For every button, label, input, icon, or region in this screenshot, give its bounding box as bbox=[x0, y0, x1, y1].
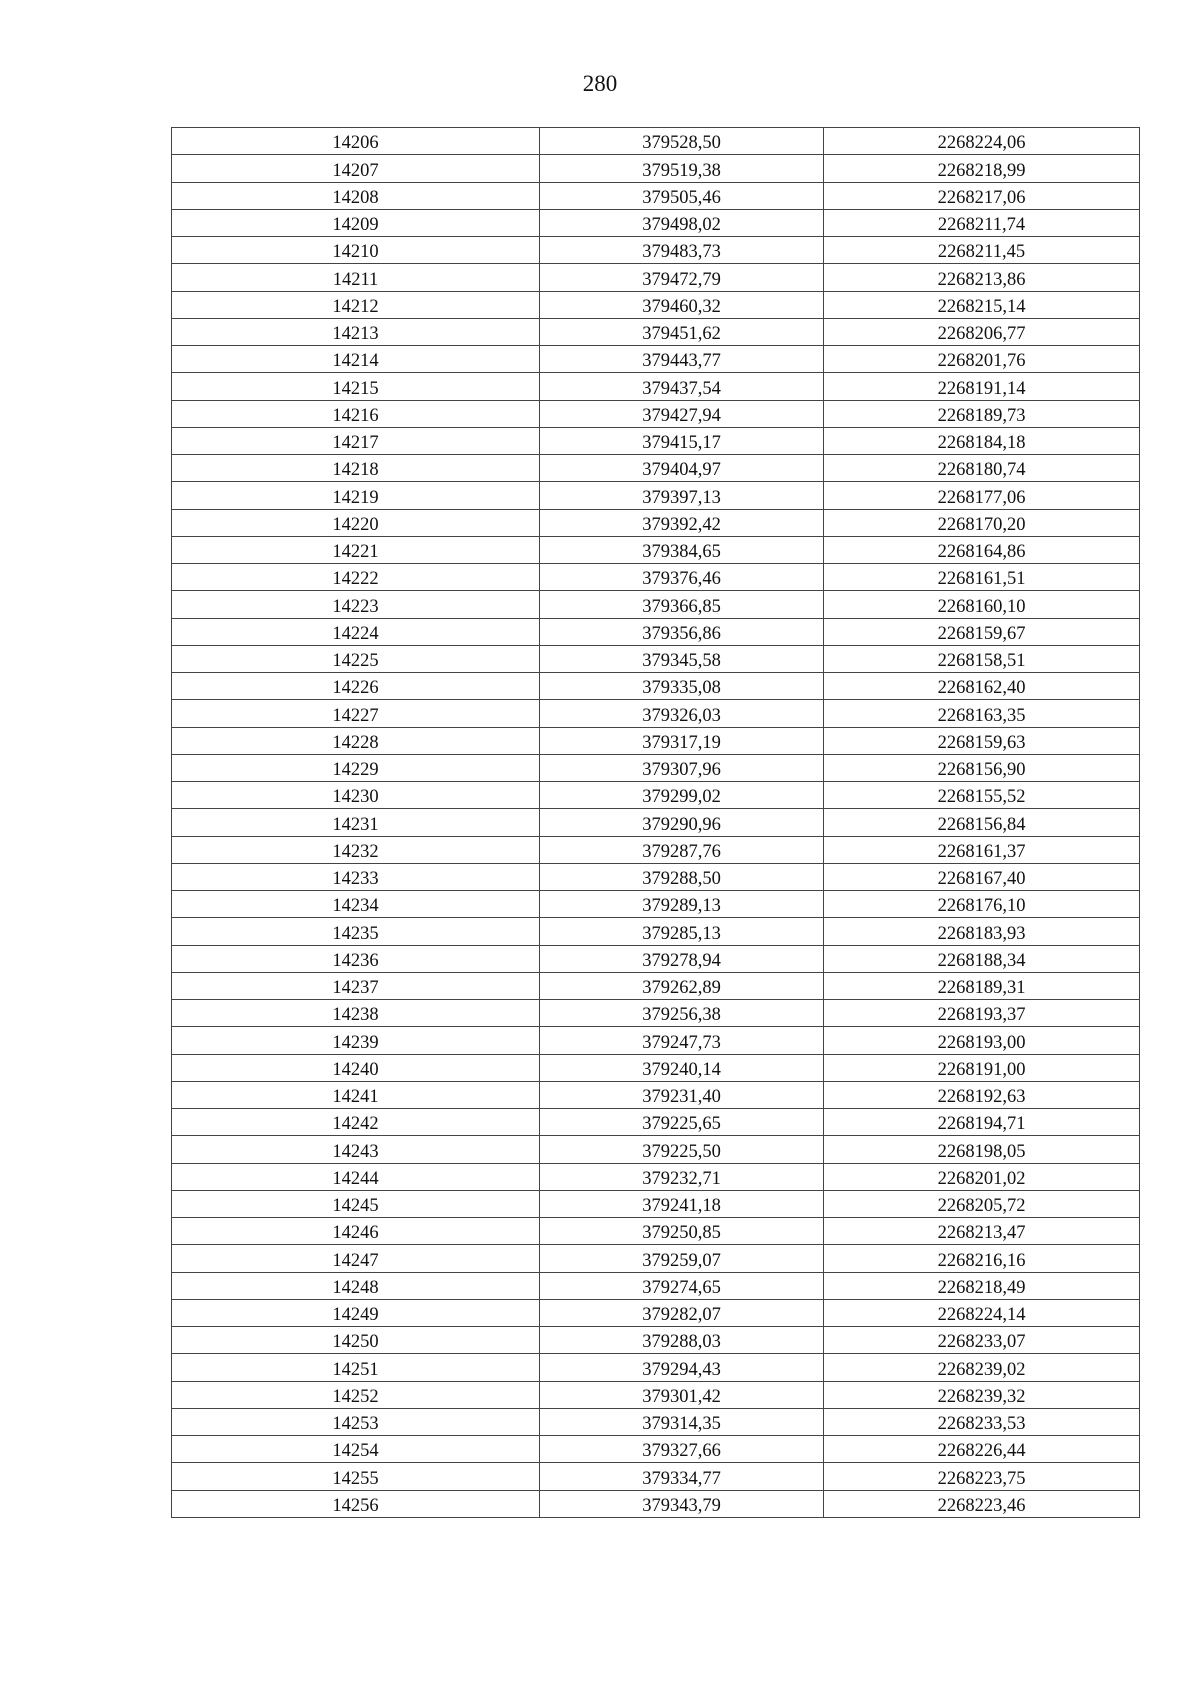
point-number-cell: 14248 bbox=[172, 1272, 540, 1299]
y-coordinate-cell: 2268211,45 bbox=[824, 237, 1140, 264]
table-row bbox=[172, 1381, 1140, 1408]
point-number-cell: 14255 bbox=[172, 1463, 540, 1490]
x-coordinate-cell: 379278,94 bbox=[540, 945, 824, 972]
point-number-cell: 14256 bbox=[172, 1490, 540, 1517]
x-coordinate-cell: 379326,03 bbox=[540, 700, 824, 727]
y-coordinate-cell: 2268213,86 bbox=[824, 264, 1140, 291]
x-coordinate-cell: 379427,94 bbox=[540, 400, 824, 427]
table-row bbox=[172, 455, 1140, 482]
x-coordinate-cell: 379259,07 bbox=[540, 1245, 824, 1272]
x-coordinate-cell: 379299,02 bbox=[540, 782, 824, 809]
x-coordinate-cell: 379483,73 bbox=[540, 237, 824, 264]
y-coordinate-cell: 2268184,18 bbox=[824, 427, 1140, 454]
table-row bbox=[172, 1327, 1140, 1354]
point-number-cell: 14218 bbox=[172, 455, 540, 482]
x-coordinate-cell: 379314,35 bbox=[540, 1408, 824, 1435]
x-coordinate-cell: 379528,50 bbox=[540, 128, 824, 155]
y-coordinate-cell: 2268167,40 bbox=[824, 863, 1140, 890]
table-row bbox=[172, 1190, 1140, 1217]
point-number-cell: 14231 bbox=[172, 809, 540, 836]
x-coordinate-cell: 379289,13 bbox=[540, 891, 824, 918]
y-coordinate-cell: 2268211,74 bbox=[824, 209, 1140, 236]
table-row bbox=[172, 128, 1140, 155]
point-number-cell: 14207 bbox=[172, 155, 540, 182]
point-number-cell: 14243 bbox=[172, 1136, 540, 1163]
y-coordinate-cell: 2268188,34 bbox=[824, 945, 1140, 972]
table-row bbox=[172, 836, 1140, 863]
x-coordinate-cell: 379505,46 bbox=[540, 182, 824, 209]
table-row bbox=[172, 1245, 1140, 1272]
y-coordinate-cell: 2268191,00 bbox=[824, 1054, 1140, 1081]
point-number-cell: 14239 bbox=[172, 1027, 540, 1054]
point-number-cell: 14206 bbox=[172, 128, 540, 155]
x-coordinate-cell: 379519,38 bbox=[540, 155, 824, 182]
y-coordinate-cell: 2268189,31 bbox=[824, 972, 1140, 999]
x-coordinate-cell: 379460,32 bbox=[540, 291, 824, 318]
x-coordinate-cell: 379392,42 bbox=[540, 509, 824, 536]
point-number-cell: 14237 bbox=[172, 972, 540, 999]
x-coordinate-cell: 379225,65 bbox=[540, 1109, 824, 1136]
table-row bbox=[172, 1463, 1140, 1490]
y-coordinate-cell: 2268177,06 bbox=[824, 482, 1140, 509]
x-coordinate-cell: 379256,38 bbox=[540, 1000, 824, 1027]
y-coordinate-cell: 2268213,47 bbox=[824, 1218, 1140, 1245]
table-row bbox=[172, 863, 1140, 890]
table-row bbox=[172, 645, 1140, 672]
point-number-cell: 14212 bbox=[172, 291, 540, 318]
y-coordinate-cell: 2268158,51 bbox=[824, 645, 1140, 672]
x-coordinate-cell: 379232,71 bbox=[540, 1163, 824, 1190]
x-coordinate-cell: 379317,19 bbox=[540, 727, 824, 754]
point-number-cell: 14226 bbox=[172, 673, 540, 700]
point-number-cell: 14242 bbox=[172, 1109, 540, 1136]
table-row bbox=[172, 482, 1140, 509]
y-coordinate-cell: 2268233,07 bbox=[824, 1327, 1140, 1354]
table-row bbox=[172, 591, 1140, 618]
x-coordinate-cell: 379443,77 bbox=[540, 346, 824, 373]
y-coordinate-cell: 2268218,49 bbox=[824, 1272, 1140, 1299]
y-coordinate-cell: 2268156,84 bbox=[824, 809, 1140, 836]
point-number-cell: 14224 bbox=[172, 618, 540, 645]
y-coordinate-cell: 2268176,10 bbox=[824, 891, 1140, 918]
y-coordinate-cell: 2268193,00 bbox=[824, 1027, 1140, 1054]
x-coordinate-cell: 379384,65 bbox=[540, 536, 824, 563]
x-coordinate-cell: 379250,85 bbox=[540, 1218, 824, 1245]
y-coordinate-cell: 2268194,71 bbox=[824, 1109, 1140, 1136]
table-row bbox=[172, 209, 1140, 236]
table-row bbox=[172, 673, 1140, 700]
x-coordinate-cell: 379397,13 bbox=[540, 482, 824, 509]
point-number-cell: 14215 bbox=[172, 373, 540, 400]
x-coordinate-cell: 379285,13 bbox=[540, 918, 824, 945]
y-coordinate-cell: 2268206,77 bbox=[824, 318, 1140, 345]
y-coordinate-cell: 2268189,73 bbox=[824, 400, 1140, 427]
point-number-cell: 14240 bbox=[172, 1054, 540, 1081]
point-number-cell: 14254 bbox=[172, 1436, 540, 1463]
point-number-cell: 14249 bbox=[172, 1299, 540, 1326]
table-row bbox=[172, 891, 1140, 918]
table-row bbox=[172, 536, 1140, 563]
point-number-cell: 14222 bbox=[172, 564, 540, 591]
table-row bbox=[172, 700, 1140, 727]
table-row bbox=[172, 1027, 1140, 1054]
y-coordinate-cell: 2268193,37 bbox=[824, 1000, 1140, 1027]
table-row bbox=[172, 754, 1140, 781]
table-row bbox=[172, 972, 1140, 999]
y-coordinate-cell: 2268192,63 bbox=[824, 1081, 1140, 1108]
x-coordinate-cell: 379404,97 bbox=[540, 455, 824, 482]
table-row bbox=[172, 155, 1140, 182]
point-number-cell: 14252 bbox=[172, 1381, 540, 1408]
table-row bbox=[172, 318, 1140, 345]
table-row bbox=[172, 182, 1140, 209]
table-row bbox=[172, 945, 1140, 972]
table-row bbox=[172, 727, 1140, 754]
point-number-cell: 14208 bbox=[172, 182, 540, 209]
table-row bbox=[172, 1408, 1140, 1435]
table-row bbox=[172, 291, 1140, 318]
y-coordinate-cell: 2268164,86 bbox=[824, 536, 1140, 563]
table-row bbox=[172, 400, 1140, 427]
y-coordinate-cell: 2268191,14 bbox=[824, 373, 1140, 400]
table-row bbox=[172, 1109, 1140, 1136]
y-coordinate-cell: 2268223,75 bbox=[824, 1463, 1140, 1490]
y-coordinate-cell: 2268180,74 bbox=[824, 455, 1140, 482]
table-row bbox=[172, 1218, 1140, 1245]
coordinates-table-body bbox=[172, 128, 1140, 1518]
point-number-cell: 14220 bbox=[172, 509, 540, 536]
point-number-cell: 14216 bbox=[172, 400, 540, 427]
x-coordinate-cell: 379335,08 bbox=[540, 673, 824, 700]
x-coordinate-cell: 379225,50 bbox=[540, 1136, 824, 1163]
table-row bbox=[172, 1490, 1140, 1517]
table-row bbox=[172, 1081, 1140, 1108]
point-number-cell: 14233 bbox=[172, 863, 540, 890]
y-coordinate-cell: 2268218,99 bbox=[824, 155, 1140, 182]
point-number-cell: 14219 bbox=[172, 482, 540, 509]
point-number-cell: 14234 bbox=[172, 891, 540, 918]
table-row bbox=[172, 809, 1140, 836]
y-coordinate-cell: 2268224,06 bbox=[824, 128, 1140, 155]
y-coordinate-cell: 2268163,35 bbox=[824, 700, 1140, 727]
y-coordinate-cell: 2268160,10 bbox=[824, 591, 1140, 618]
table-row bbox=[172, 1054, 1140, 1081]
y-coordinate-cell: 2268162,40 bbox=[824, 673, 1140, 700]
x-coordinate-cell: 379498,02 bbox=[540, 209, 824, 236]
table-row bbox=[172, 1436, 1140, 1463]
point-number-cell: 14250 bbox=[172, 1327, 540, 1354]
point-number-cell: 14245 bbox=[172, 1190, 540, 1217]
point-number-cell: 14235 bbox=[172, 918, 540, 945]
point-number-cell: 14228 bbox=[172, 727, 540, 754]
x-coordinate-cell: 379472,79 bbox=[540, 264, 824, 291]
x-coordinate-cell: 379356,86 bbox=[540, 618, 824, 645]
point-number-cell: 14241 bbox=[172, 1081, 540, 1108]
y-coordinate-cell: 2268159,63 bbox=[824, 727, 1140, 754]
table-row bbox=[172, 1354, 1140, 1381]
point-number-cell: 14210 bbox=[172, 237, 540, 264]
x-coordinate-cell: 379437,54 bbox=[540, 373, 824, 400]
coordinates-table bbox=[171, 127, 1140, 1518]
y-coordinate-cell: 2268156,90 bbox=[824, 754, 1140, 781]
x-coordinate-cell: 379247,73 bbox=[540, 1027, 824, 1054]
table-row bbox=[172, 427, 1140, 454]
x-coordinate-cell: 379451,62 bbox=[540, 318, 824, 345]
x-coordinate-cell: 379231,40 bbox=[540, 1081, 824, 1108]
y-coordinate-cell: 2268216,16 bbox=[824, 1245, 1140, 1272]
table-row bbox=[172, 1136, 1140, 1163]
point-number-cell: 14236 bbox=[172, 945, 540, 972]
point-number-cell: 14246 bbox=[172, 1218, 540, 1245]
x-coordinate-cell: 379376,46 bbox=[540, 564, 824, 591]
x-coordinate-cell: 379307,96 bbox=[540, 754, 824, 781]
x-coordinate-cell: 379294,43 bbox=[540, 1354, 824, 1381]
y-coordinate-cell: 2268159,67 bbox=[824, 618, 1140, 645]
x-coordinate-cell: 379241,18 bbox=[540, 1190, 824, 1217]
y-coordinate-cell: 2268224,14 bbox=[824, 1299, 1140, 1326]
point-number-cell: 14217 bbox=[172, 427, 540, 454]
point-number-cell: 14247 bbox=[172, 1245, 540, 1272]
table-row bbox=[172, 1163, 1140, 1190]
x-coordinate-cell: 379301,42 bbox=[540, 1381, 824, 1408]
x-coordinate-cell: 379343,79 bbox=[540, 1490, 824, 1517]
x-coordinate-cell: 379240,14 bbox=[540, 1054, 824, 1081]
table-row bbox=[172, 564, 1140, 591]
point-number-cell: 14211 bbox=[172, 264, 540, 291]
y-coordinate-cell: 2268239,32 bbox=[824, 1381, 1140, 1408]
y-coordinate-cell: 2268239,02 bbox=[824, 1354, 1140, 1381]
table-row bbox=[172, 264, 1140, 291]
table-row bbox=[172, 1000, 1140, 1027]
point-number-cell: 14223 bbox=[172, 591, 540, 618]
y-coordinate-cell: 2268226,44 bbox=[824, 1436, 1140, 1463]
y-coordinate-cell: 2268183,93 bbox=[824, 918, 1140, 945]
table-row bbox=[172, 918, 1140, 945]
point-number-cell: 14225 bbox=[172, 645, 540, 672]
x-coordinate-cell: 379415,17 bbox=[540, 427, 824, 454]
y-coordinate-cell: 2268201,02 bbox=[824, 1163, 1140, 1190]
x-coordinate-cell: 379262,89 bbox=[540, 972, 824, 999]
y-coordinate-cell: 2268161,37 bbox=[824, 836, 1140, 863]
y-coordinate-cell: 2268161,51 bbox=[824, 564, 1140, 591]
x-coordinate-cell: 379274,65 bbox=[540, 1272, 824, 1299]
table-row bbox=[172, 1272, 1140, 1299]
table-row bbox=[172, 782, 1140, 809]
x-coordinate-cell: 379282,07 bbox=[540, 1299, 824, 1326]
y-coordinate-cell: 2268223,46 bbox=[824, 1490, 1140, 1517]
point-number-cell: 14253 bbox=[172, 1408, 540, 1435]
y-coordinate-cell: 2268170,20 bbox=[824, 509, 1140, 536]
y-coordinate-cell: 2268233,53 bbox=[824, 1408, 1140, 1435]
point-number-cell: 14214 bbox=[172, 346, 540, 373]
point-number-cell: 14238 bbox=[172, 1000, 540, 1027]
point-number-cell: 14229 bbox=[172, 754, 540, 781]
point-number-cell: 14251 bbox=[172, 1354, 540, 1381]
table-row bbox=[172, 618, 1140, 645]
y-coordinate-cell: 2268215,14 bbox=[824, 291, 1140, 318]
page-number: 280 bbox=[582, 71, 618, 96]
y-coordinate-cell: 2268205,72 bbox=[824, 1190, 1140, 1217]
point-number-cell: 14213 bbox=[172, 318, 540, 345]
point-number-cell: 14221 bbox=[172, 536, 540, 563]
x-coordinate-cell: 379366,85 bbox=[540, 591, 824, 618]
x-coordinate-cell: 379290,96 bbox=[540, 809, 824, 836]
x-coordinate-cell: 379288,50 bbox=[540, 863, 824, 890]
point-number-cell: 14232 bbox=[172, 836, 540, 863]
x-coordinate-cell: 379334,77 bbox=[540, 1463, 824, 1490]
table-row bbox=[172, 373, 1140, 400]
y-coordinate-cell: 2268198,05 bbox=[824, 1136, 1140, 1163]
table-row bbox=[172, 346, 1140, 373]
x-coordinate-cell: 379327,66 bbox=[540, 1436, 824, 1463]
table-row bbox=[172, 1299, 1140, 1326]
point-number-cell: 14244 bbox=[172, 1163, 540, 1190]
y-coordinate-cell: 2268201,76 bbox=[824, 346, 1140, 373]
point-number-cell: 14230 bbox=[172, 782, 540, 809]
point-number-cell: 14209 bbox=[172, 209, 540, 236]
point-number-cell: 14227 bbox=[172, 700, 540, 727]
x-coordinate-cell: 379345,58 bbox=[540, 645, 824, 672]
x-coordinate-cell: 379288,03 bbox=[540, 1327, 824, 1354]
table-row bbox=[172, 237, 1140, 264]
y-coordinate-cell: 2268217,06 bbox=[824, 182, 1140, 209]
table-row bbox=[172, 509, 1140, 536]
x-coordinate-cell: 379287,76 bbox=[540, 836, 824, 863]
y-coordinate-cell: 2268155,52 bbox=[824, 782, 1140, 809]
